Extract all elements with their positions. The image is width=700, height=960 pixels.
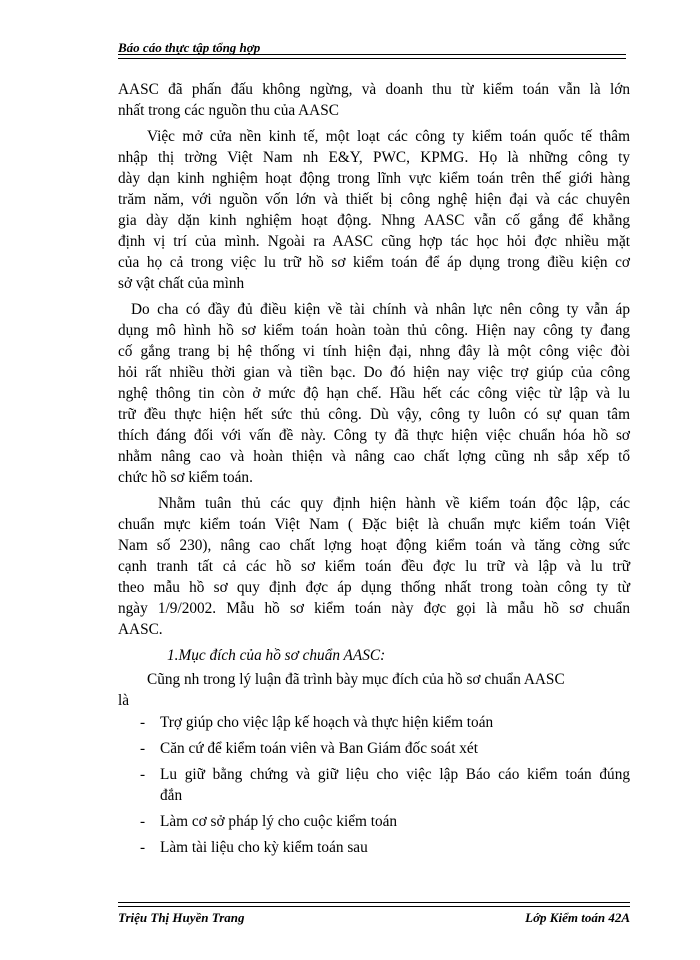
body-line: sở vật chất của mình — [118, 275, 245, 292]
bullet-mark: - — [140, 839, 146, 856]
body-line: nhất trong các nguồn thu của AASC — [118, 102, 339, 119]
body-line: nghệ thông tin còn ở mức độ hạn chế. Hầu hết các công việc từ lập và lu — [118, 385, 630, 402]
footer-author: Triệu Thị Huyền Trang — [118, 910, 245, 925]
body-line: cố gắng trang bị hệ thống vi tính hiện đại, nhng đây là một công việc đòi — [118, 343, 630, 360]
body-line: AASC. — [118, 621, 163, 638]
body-line: theo mẫu hồ sơ quy định đợc áp dụng thống nhất trong toàn công ty từ — [118, 579, 630, 596]
body-line: cạnh tranh tất cả các hồ sơ kiểm toán đều đợc lu trữ và lập và lu trữ — [118, 558, 630, 575]
body-line: trăm năm, với nguồn vốn lớn và thiết bị công nghệ hiện đại và các chuyên — [118, 191, 630, 208]
header-rule-double — [118, 58, 626, 59]
section-heading: 1.Mục đích của hồ sơ chuẩn AASC: — [167, 647, 386, 664]
list-item: Căn cứ để kiểm toán viên và Ban Giám đốc soát xét — [160, 740, 478, 757]
page-footer — [118, 902, 630, 928]
intro-line: là — [118, 692, 130, 709]
list-item-continuation: đắn — [160, 787, 183, 804]
list-item: Trợ giúp cho việc lập kế hoạch và thực hiện kiểm toán — [160, 714, 494, 731]
header-title: Báo cáo thực tập tổng hợp — [118, 40, 261, 55]
list-item: Làm cơ sở pháp lý cho cuộc kiểm toán — [160, 813, 398, 830]
intro-line: Cũng nh trong lý luận đã trình bày mục đích của hồ sơ chuẩn AASC — [147, 671, 565, 688]
body-line: nhập thị trờng Việt Nam nh E&Y, PWC, KPMG. Họ là những công ty — [118, 149, 630, 166]
footer-rule-double — [118, 906, 630, 907]
body-line: chức hồ sơ kiểm toán. — [118, 469, 253, 486]
page-header — [118, 40, 626, 62]
body-line: Nam số 230), nâng cao chất lợng hoạt động kiểm toán và tăng cờng sức — [118, 537, 630, 554]
list-item: Làm tài liệu cho kỳ kiểm toán sau — [160, 839, 368, 856]
body-line: nhằm nâng cao và hoàn thiện và nâng cao chất lợng cũng nh sắp xếp tổ — [118, 448, 630, 465]
bullet-mark: - — [140, 740, 146, 757]
body-line: Do cha có đầy đủ điều kiện về tài chính và nhân lực nên công ty vẫn áp — [131, 301, 630, 318]
footer-class: Lớp Kiểm toán 42A — [525, 910, 630, 925]
body-line: hỏi rất nhiều thời gian và tiền bạc. Do đó hiện nay việc trợ giúp của công — [118, 364, 630, 381]
list-item: Lu giữ bằng chứng và giữ liệu cho việc lập Báo cáo kiểm toán đúng — [160, 766, 630, 783]
bullet-mark: - — [140, 766, 146, 783]
body-line: ngày 1/9/2002. Mẫu hồ sơ kiểm toán này đợc gọi là mẫu hồ sơ chuẩn — [118, 600, 630, 617]
footer-rule — [118, 902, 630, 903]
body-line: của họ cả trong việc lu trữ hồ sơ kiểm toán để áp dụng trong điều kiện cơ — [118, 254, 630, 271]
bullet-mark: - — [140, 714, 146, 731]
body-line: định vị trí của mình. Ngoài ra AASC cũng hợp tác học hỏi đợc nhiều mặt — [118, 233, 630, 250]
body-line: dày dạn kinh nghiệm hoạt động trong lĩnh vực kiểm toán trên thế giới hàng — [118, 170, 630, 187]
body-line: chuẩn mực kiểm toán Việt Nam ( Đặc biệt là chuẩn mực kiểm toán Việt — [118, 516, 630, 533]
body-line: gia dày dặn kinh nghiệm hoạt động. Nhng AASC vẫn cố gắng để khẳng — [118, 212, 630, 229]
body-line: Việc mở cửa nền kinh tế, một loạt các công ty kiểm toán quốc tế thâm — [147, 128, 630, 145]
header-rule — [118, 54, 626, 55]
body-line: Nhằm tuân thủ các quy định hiện hành về kiểm toán độc lập, các — [158, 495, 630, 512]
bullet-mark: - — [140, 813, 146, 830]
body-line: trữ đều thực hiện hết sức thủ công. Dù vậy, công ty luôn có sự quan tâm — [118, 406, 630, 423]
body-line: dụng mô hình hồ sơ kiểm toán hoàn toàn thủ công. Hiện nay công ty đang — [118, 322, 630, 339]
body-line: AASC đã phấn đấu không ngừng, và doanh thu từ kiểm toán vẫn là lớn — [118, 81, 630, 98]
body-line: thích đáng đối với vấn đề này. Công ty đã thực hiện việc chuẩn hóa hồ sơ — [118, 427, 630, 444]
